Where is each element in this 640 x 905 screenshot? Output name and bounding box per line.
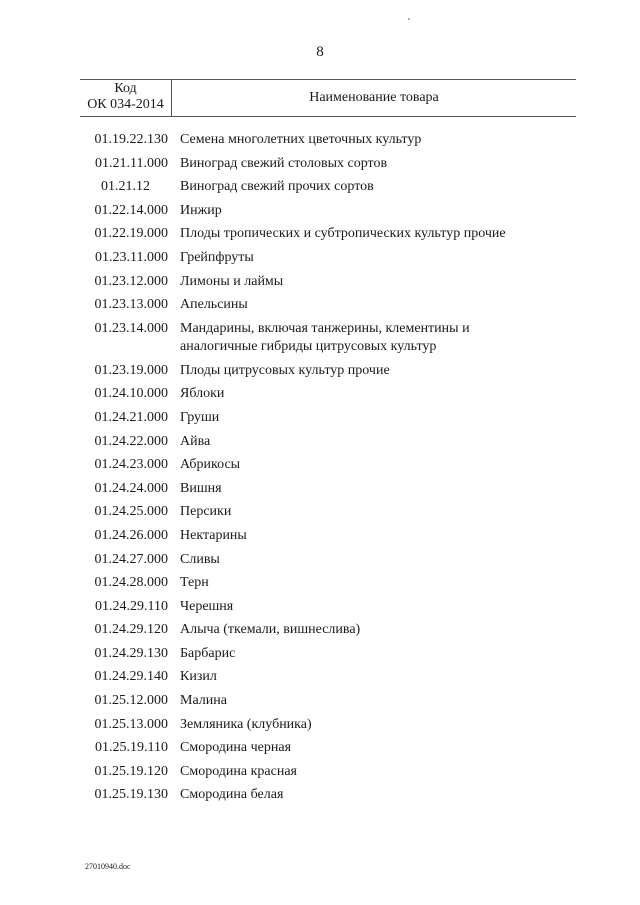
row-name: Апельсины	[180, 297, 248, 313]
table-row	[0, 739, 640, 763]
table-row	[0, 503, 640, 527]
row-code: 01.24.27.000	[94, 551, 168, 567]
table-row	[0, 385, 640, 409]
table-row	[0, 178, 640, 202]
table-row	[0, 716, 640, 740]
table-row	[0, 645, 640, 669]
row-name: Нектарины	[180, 527, 247, 543]
table-row	[0, 480, 640, 504]
row-code: 01.21.11.000	[95, 155, 168, 171]
row-name: Черешня	[180, 598, 234, 614]
row-code: 01.25.12.000	[94, 693, 168, 709]
row-code: 01.24.26.000	[94, 527, 168, 543]
code-header-line1: Код	[114, 81, 137, 96]
row-name: Семена многолетних цветочных культур	[180, 132, 422, 147]
table-row	[0, 551, 640, 575]
name-column-header: Наименование товара	[309, 90, 439, 105]
table-header	[80, 79, 576, 117]
row-code: 01.21.12	[101, 179, 150, 195]
row-code: 01.25.13.000	[94, 716, 168, 732]
table-row	[0, 574, 640, 598]
row-name: Плоды цитрусовых культур прочие	[180, 362, 390, 378]
row-code: 01.24.28.000	[94, 575, 168, 591]
row-code: 01.24.24.000	[94, 480, 168, 496]
row-code: 01.25.19.130	[94, 787, 168, 803]
scan-dot	[408, 18, 410, 20]
row-code: 01.22.19.000	[94, 226, 168, 242]
row-name: Груши	[180, 409, 220, 425]
row-code: 01.23.13.000	[94, 297, 168, 313]
row-name: Мандарины, включая танжерины, клементины и аналогичные гибриды цитрусовых культур	[180, 320, 470, 354]
row-name: Виноград свежий столовых сортов	[180, 155, 388, 171]
row-code: 01.19.22.130	[94, 132, 168, 147]
row-name: Кизил	[180, 669, 217, 685]
row-name: Грейпфруты	[180, 249, 254, 265]
row-code: 01.24.29.120	[94, 622, 168, 638]
row-code: 01.24.10.000	[94, 386, 168, 402]
row-code: 01.24.25.000	[94, 504, 168, 520]
row-name: Малина	[180, 693, 227, 709]
table-row	[0, 202, 640, 226]
table-row	[0, 692, 640, 716]
row-code: 01.24.29.110	[95, 598, 168, 614]
footer-file-name: 27010940.doc	[85, 862, 131, 871]
table-row	[0, 155, 640, 179]
table-row	[0, 225, 640, 249]
row-code: 01.23.14.000	[94, 320, 168, 336]
row-code: 01.24.22.000	[94, 433, 168, 449]
row-code: 01.24.29.140	[94, 669, 168, 685]
row-name: Барбарис	[180, 645, 236, 661]
row-name: Смородина красная	[180, 763, 297, 779]
row-name: Айва	[180, 433, 211, 449]
row-name: Виноград свежий прочих сортов	[180, 179, 374, 195]
row-code: 01.23.19.000	[94, 362, 168, 378]
table-row	[0, 668, 640, 692]
table-row	[0, 786, 640, 810]
row-name: Яблоки	[180, 386, 225, 402]
goods-table-body	[0, 131, 640, 810]
row-name: Вишня	[180, 480, 222, 496]
row-name: Лимоны и лаймы	[180, 273, 284, 289]
row-name: Персики	[180, 504, 232, 520]
row-name: Терн	[180, 575, 209, 591]
table-row	[0, 621, 640, 645]
table-row	[0, 527, 640, 551]
row-name: Смородина белая	[180, 787, 284, 803]
table-row	[0, 362, 640, 386]
table-row	[0, 249, 640, 273]
table-row	[0, 456, 640, 480]
row-code: 01.23.12.000	[94, 273, 168, 289]
code-header-line2: ОК 034-2014	[87, 97, 164, 112]
row-name: Абрикосы	[180, 457, 241, 473]
table-row	[0, 320, 640, 362]
row-name: Земляника (клубника)	[180, 716, 312, 732]
row-code: 01.25.19.110	[95, 740, 168, 756]
row-name: Смородина черная	[180, 740, 292, 756]
row-name: Плоды тропических и субтропических культур прочие	[180, 226, 506, 242]
row-name: Сливы	[180, 551, 220, 567]
table-row	[0, 763, 640, 787]
row-code: 01.22.14.000	[94, 202, 168, 218]
page-number: 8	[316, 44, 324, 60]
row-code: 01.24.21.000	[94, 409, 168, 425]
row-code: 01.25.19.120	[94, 763, 168, 779]
table-row	[0, 598, 640, 622]
table-row	[0, 409, 640, 433]
table-row	[0, 273, 640, 297]
code-column-header	[80, 81, 171, 113]
table-row	[0, 131, 640, 155]
row-code: 01.24.23.000	[94, 457, 168, 473]
row-name: Алыча (ткемали, вишнеслива)	[180, 622, 361, 638]
row-code: 01.24.29.130	[94, 645, 168, 661]
table-row	[0, 433, 640, 457]
table-row	[0, 296, 640, 320]
row-code: 01.23.11.000	[95, 249, 168, 265]
row-name: Инжир	[180, 202, 222, 218]
